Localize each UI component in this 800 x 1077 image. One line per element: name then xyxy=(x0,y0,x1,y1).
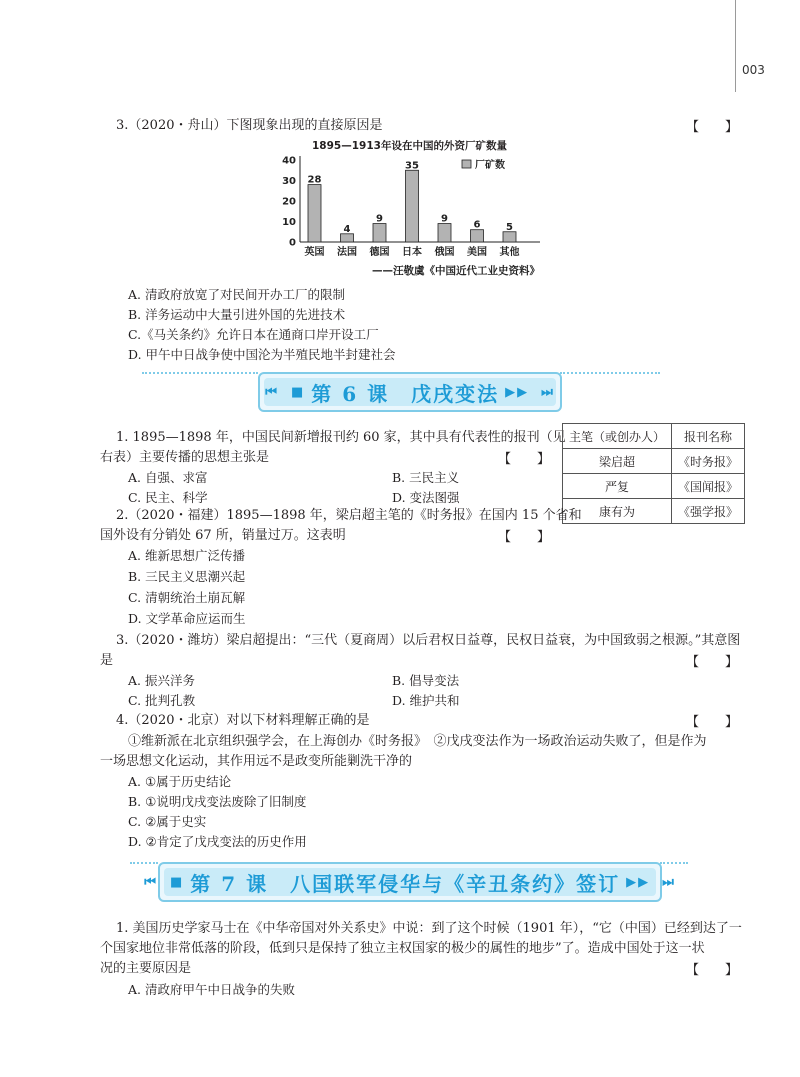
question-line: 右表）主要传播的思想主张是 xyxy=(100,450,270,465)
data-label: 9 xyxy=(441,213,448,225)
question-line: 3.（2020・潍坊）梁启超提出：“三代（夏商周）以后君权日益尊，民权日益衰，为中国致弱之根源。”其意图 xyxy=(116,633,741,648)
material-line: ①维新派在北京组织强学会，在上海创办《时务报》 ②戊戌变法作为一场政治运动失败了，但是作为 xyxy=(128,734,707,749)
material-line: 一场思想文化运动，其作用远不是政变所能剿洗干净的 xyxy=(100,754,413,769)
question-line: 个国家地位非常低落的阶段，低到只是保持了独立主权国家的极少的属性的地步”了。造成中国处于这一状 xyxy=(100,941,705,956)
skip-forward-icon: ⏭ xyxy=(662,874,676,890)
x-tick-label: 其他 xyxy=(499,247,520,258)
bar xyxy=(341,234,354,242)
data-label: 9 xyxy=(376,213,383,225)
table-row xyxy=(563,474,745,499)
y-tick-label: 40 xyxy=(282,155,296,167)
option-b: B. 洋务运动中大量引进外国的先进技术 xyxy=(128,307,346,322)
table-cell: 严复 xyxy=(563,474,672,499)
y-tick-label: 10 xyxy=(282,217,296,228)
option-a: A. 振兴洋务 xyxy=(128,673,195,688)
table-cell: 康有为 xyxy=(563,499,672,524)
question-stem: 4.（2020・北京）对以下材料理解正确的是 xyxy=(116,713,370,728)
option-a: A. ①属于历史结论 xyxy=(128,774,232,789)
y-tick-label: 30 xyxy=(282,176,296,187)
banner-dots-left xyxy=(130,862,158,864)
option-a: A. 清政府甲午中日战争的失败 xyxy=(128,982,295,997)
table-cell: 《国闻报》 xyxy=(672,474,745,499)
option-b: B. 倡导变法 xyxy=(392,673,460,688)
data-label: 28 xyxy=(307,174,322,186)
option-d: D. 甲午中日战争使中国沦为半殖民地半封建社会 xyxy=(128,347,396,362)
table-row xyxy=(563,449,745,474)
bar xyxy=(471,230,484,242)
option-b: B. 三民主义 xyxy=(392,470,460,485)
question-line: 1. 1895—1898 年，中国民间新增报刊约 60 家，其中具有代表性的报刊（见 xyxy=(116,430,566,445)
x-tick-label: 德国 xyxy=(369,247,390,258)
lesson-6-banner xyxy=(258,372,562,412)
forward-icon: ▶▶ xyxy=(626,874,651,890)
x-tick-label: 俄国 xyxy=(434,247,455,258)
x-tick-label: 日本 xyxy=(402,247,422,258)
skip-forward-icon: ⏭ xyxy=(541,384,555,400)
x-tick-label: 法国 xyxy=(337,247,357,258)
answer-bracket: 【 】 xyxy=(686,715,739,730)
question-line: 2.（2020・福建）1895—1898 年，梁启超主笔的《时务报》在国内 15 个省和 xyxy=(116,508,582,523)
legend-swatch xyxy=(462,160,471,168)
option-a: A. 维新思想广泛传播 xyxy=(128,548,245,563)
table-header: 报刊名称 xyxy=(672,424,745,449)
option-b: B. 三民主义思潮兴起 xyxy=(128,569,246,584)
x-tick-label: 英国 xyxy=(304,247,325,258)
option-a: A. 清政府放宽了对民间开办工厂的限制 xyxy=(128,287,345,302)
table-header-row xyxy=(563,424,745,449)
table-row xyxy=(563,499,745,524)
option-b: B. ①说明戊戌变法废除了旧制度 xyxy=(128,794,307,809)
answer-bracket: 【 】 xyxy=(686,963,739,978)
data-label: 35 xyxy=(405,160,419,172)
lesson-7-title: 第 7 课 八国联军侵华与《辛丑条约》签订 xyxy=(190,871,621,896)
skip-back-icon: ⏮ xyxy=(144,874,158,890)
chart-title: 1895—1913年设在中国的外资厂矿数量 xyxy=(312,140,507,152)
banner-dots-left xyxy=(142,372,258,374)
question-line: 1. 美国历史学家马士在《中华帝国对外关系史》中说：到了这个时候（1901 年），“它（中国）已经到达了一 xyxy=(116,921,742,936)
y-tick-label: 0 xyxy=(289,237,296,249)
option-c: C. ②属于史实 xyxy=(128,814,207,829)
table-cell: 梁启超 xyxy=(563,449,672,474)
bar xyxy=(406,170,419,242)
option-d: D. 维护共和 xyxy=(392,693,460,708)
answer-bracket: 【 】 xyxy=(686,120,739,135)
chart-source: ——汪敬虞《中国近代工业史资料》 xyxy=(372,265,540,277)
bar xyxy=(373,224,386,242)
option-c: C.《马关条约》允许日本在通商口岸开设工厂 xyxy=(128,327,379,342)
page-number: 003 xyxy=(742,63,765,77)
bar xyxy=(438,224,451,242)
option-c: C. 民主、科学 xyxy=(128,490,208,505)
editors-table xyxy=(562,423,745,524)
table-cell: 《强学报》 xyxy=(672,499,745,524)
table-cell: 《时务报》 xyxy=(672,449,745,474)
lesson-7-banner xyxy=(144,862,676,902)
table-header: 主笔（或创办人） xyxy=(563,424,672,449)
stop-square-icon: ■ xyxy=(290,384,306,400)
bar xyxy=(308,185,321,242)
option-d: D. 变法图强 xyxy=(392,490,460,505)
option-c: C. 批判孔教 xyxy=(128,693,196,708)
option-c: C. 清朝统治土崩瓦解 xyxy=(128,590,246,605)
question-line: 是 xyxy=(100,653,114,668)
y-tick-label: 20 xyxy=(282,196,296,208)
banner-dots-right xyxy=(560,372,660,374)
bar xyxy=(503,232,516,242)
x-tick-label: 美国 xyxy=(467,247,487,258)
answer-bracket: 【 】 xyxy=(686,655,739,670)
lesson-6-title: 第 6 课 戊戌变法 xyxy=(311,381,500,406)
data-label: 4 xyxy=(343,223,351,235)
option-a: A. 自强、求富 xyxy=(128,470,208,485)
legend-label: 厂矿数 xyxy=(475,160,505,171)
option-d: D. ②肯定了戊戌变法的历史作用 xyxy=(128,834,307,849)
question-line: 况的主要原因是 xyxy=(100,961,192,976)
banner-dots-right xyxy=(660,862,688,864)
header-divider xyxy=(735,0,736,92)
answer-bracket: 【 】 xyxy=(498,452,551,467)
stop-square-icon: ■ xyxy=(169,874,185,890)
question-line: 国外设有分销处 67 所，销量过万。这表明 xyxy=(100,528,346,543)
bar-chart xyxy=(270,150,570,282)
question-stem: 3.（2020・舟山）下图现象出现的直接原因是 xyxy=(116,118,383,133)
answer-bracket: 【 】 xyxy=(498,530,551,545)
data-label: 5 xyxy=(506,221,513,233)
forward-icon: ▶▶ xyxy=(505,384,530,400)
data-label: 6 xyxy=(473,219,481,231)
skip-back-icon: ⏮ xyxy=(265,384,279,400)
option-d: D. 文学革命应运而生 xyxy=(128,611,246,626)
